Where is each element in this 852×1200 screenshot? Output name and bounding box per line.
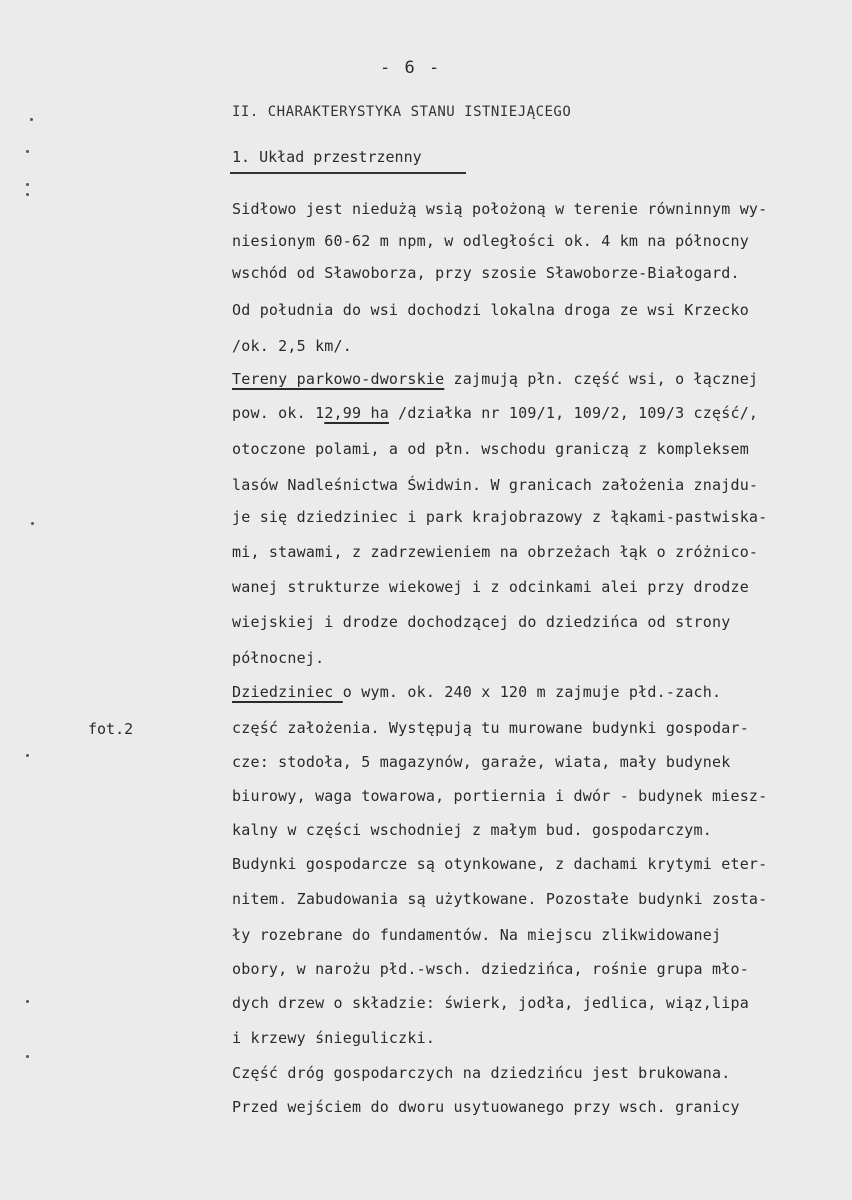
text-line: wanej strukturze wiekowej i z odcinkami alei przy drodze bbox=[232, 578, 749, 596]
section-heading: II. CHARAKTERYSTYKA STANU ISTNIEJĄCEGO bbox=[232, 104, 572, 120]
text-line: wiejskiej i drodze dochodzącej do dziedzińca od strony bbox=[232, 613, 731, 631]
margin-speck bbox=[26, 1000, 29, 1003]
text-line: część założenia. Występują tu murowane budynki gospodar- bbox=[232, 719, 749, 737]
text-line: nitem. Zabudowania są użytkowane. Pozostałe budynki zosta- bbox=[232, 890, 768, 908]
text-line: Część dróg gospodarczych na dziedzińcu jest brukowana. bbox=[232, 1064, 731, 1082]
margin-speck bbox=[26, 193, 29, 196]
margin-speck bbox=[26, 183, 29, 186]
text-line: niesionym 60-62 m npm, w odległości ok. 4 km na północny bbox=[232, 232, 749, 250]
text-line: północnej. bbox=[232, 649, 325, 667]
text-line: Sidłowo jest niedużą wsią położoną w terenie równinnym wy- bbox=[232, 200, 768, 218]
text-line bbox=[232, 370, 758, 388]
text-line: otoczone polami, a od płn. wschodu graniczą z kompleksem bbox=[232, 440, 749, 458]
margin-speck bbox=[30, 118, 33, 121]
underlined-term: Dziedziniec bbox=[232, 683, 343, 701]
text-line: Budynki gospodarcze są otynkowane, z dachami krytymi eter- bbox=[232, 855, 768, 873]
subsection-heading: 1. Układ przestrzenny bbox=[232, 148, 422, 166]
text-line: lasów Nadleśnictwa Świdwin. W granicach założenia znajdu- bbox=[232, 476, 759, 494]
text-line bbox=[232, 404, 758, 422]
text-line: dych drzew o składzie: świerk, jodła, jedlica, wiąz,lipa bbox=[232, 994, 749, 1012]
text-line: mi, stawami, z zadrzewieniem na obrzeżach łąk o zróżnico- bbox=[232, 543, 759, 561]
text-line: ły rozebrane do fundamentów. Na miejscu zlikwidowanej bbox=[232, 926, 722, 944]
text-line: cze: stodoła, 5 magazynów, garaże, wiata, mały budynek bbox=[232, 753, 731, 771]
subheading-underline bbox=[230, 172, 466, 174]
text-line: je się dziedziniec i park krajobrazowy z łąkami-pastwiska- bbox=[232, 508, 768, 526]
text-line: obory, w narożu płd.-wsch. dziedzińca, rośnie grupa mło- bbox=[232, 960, 749, 978]
margin-speck bbox=[26, 754, 29, 757]
text-span: pow. ok. 1 bbox=[232, 404, 325, 422]
text-line: /ok. 2,5 km/. bbox=[232, 337, 352, 355]
text-line: wschód od Sławoborza, przy szosie Sławoborze-Białogard. bbox=[232, 264, 740, 282]
margin-note-photo-ref: fot.2 bbox=[88, 720, 134, 738]
text-line bbox=[232, 683, 721, 701]
margin-speck bbox=[26, 150, 29, 153]
text-line: biurowy, waga towarowa, portiernia i dwór - budynek miesz- bbox=[232, 787, 768, 805]
text-line: kalny w części wschodniej z małym bud. gospodarczym. bbox=[232, 821, 712, 839]
text-span: /działka nr 109/1, 109/2, 109/3 część/, bbox=[388, 404, 759, 422]
text-span: o wym. ok. 240 x 120 m zajmuje płd.-zach. bbox=[342, 683, 722, 701]
page-number: - 6 - bbox=[380, 58, 442, 78]
margin-speck bbox=[26, 1055, 29, 1058]
text-line: Przed wejściem do dworu usytuowanego przy wsch. granicy bbox=[232, 1098, 740, 1116]
text-span: zajmują płn. część wsi, o łącznej bbox=[444, 370, 759, 388]
underlined-term: Tereny parkowo-dworskie bbox=[232, 370, 445, 388]
margin-speck bbox=[31, 522, 34, 525]
text-line: i krzewy śnieguliczki. bbox=[232, 1029, 436, 1047]
underlined-area: 2,99 ha bbox=[324, 404, 389, 422]
text-line: Od południa do wsi dochodzi lokalna droga ze wsi Krzecko bbox=[232, 301, 749, 319]
